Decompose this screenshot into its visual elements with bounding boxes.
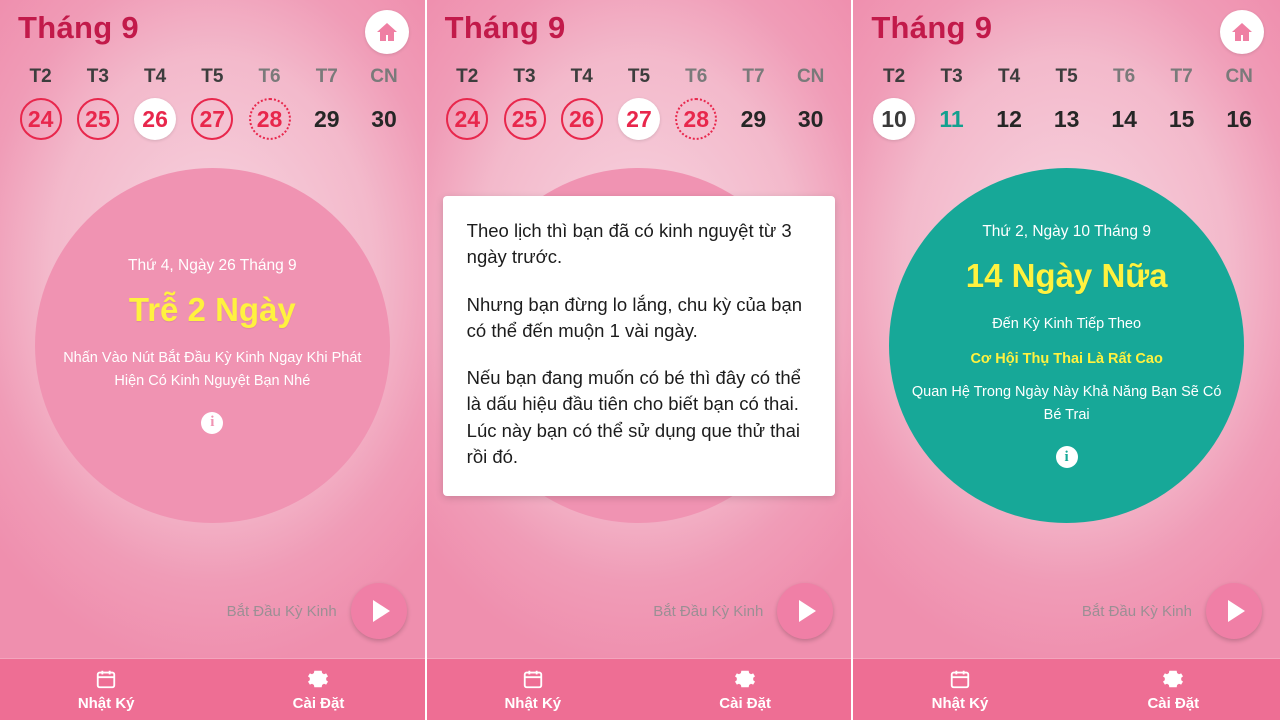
date-cell-selected[interactable] bbox=[610, 96, 667, 142]
status-circle bbox=[889, 168, 1244, 523]
date-cell[interactable] bbox=[1153, 96, 1211, 142]
status-circle-wrap bbox=[0, 168, 425, 598]
circle-subtext: Nhấn Vào Nút Bắt Đầu Kỳ Kinh Ngay Khi Phát Hiện Có Kinh Nguyệt Bạn Nhé bbox=[63, 350, 362, 389]
calendar-icon bbox=[949, 668, 971, 690]
nav-label: Cài Đặt bbox=[1147, 694, 1200, 712]
bottom-nav bbox=[853, 658, 1280, 720]
home-button[interactable] bbox=[365, 10, 409, 54]
weekday-label: T4 bbox=[570, 66, 593, 87]
date-cell[interactable] bbox=[439, 96, 496, 142]
screen-fertile-window bbox=[853, 0, 1280, 720]
date-number: 16 bbox=[1226, 105, 1252, 132]
calendar-icon bbox=[95, 668, 117, 690]
date-cell[interactable] bbox=[355, 96, 412, 142]
date-number: 25 bbox=[504, 98, 546, 140]
weekday-label: CN bbox=[796, 66, 825, 87]
weekday-label: T5 bbox=[201, 66, 224, 87]
info-paragraph: Nhưng bạn đừng lo lắng, chu kỳ của bạn có thể đến muộn 1 vài ngày. bbox=[466, 293, 803, 341]
start-period-row bbox=[0, 576, 425, 646]
page-title: Tháng 9 bbox=[871, 10, 993, 45]
weekday-label: T2 bbox=[456, 66, 479, 87]
date-number: 13 bbox=[1053, 105, 1080, 132]
start-period-row bbox=[427, 576, 852, 646]
date-cell[interactable] bbox=[725, 96, 782, 142]
date-number: 28 bbox=[249, 98, 291, 140]
home-icon bbox=[375, 20, 399, 44]
weekday-label: T5 bbox=[627, 66, 651, 87]
date-number: 15 bbox=[1168, 105, 1195, 132]
date-strip bbox=[853, 96, 1280, 142]
date-number: 14 bbox=[1111, 105, 1137, 132]
date-number: 27 bbox=[618, 98, 660, 140]
start-period-button[interactable] bbox=[777, 583, 833, 639]
weekday-label: T3 bbox=[86, 66, 109, 87]
start-period-button[interactable] bbox=[351, 583, 407, 639]
status-circle-wrap bbox=[853, 168, 1280, 598]
nav-item-diary[interactable] bbox=[853, 659, 1066, 720]
date-number: 24 bbox=[446, 98, 488, 140]
info-icon[interactable]: i bbox=[1056, 446, 1078, 468]
nav-label: Nhật Ký bbox=[77, 694, 135, 712]
date-number: 29 bbox=[313, 105, 340, 132]
date-number: 28 bbox=[675, 98, 717, 140]
weekday-label: T4 bbox=[998, 66, 1021, 87]
play-icon bbox=[799, 600, 816, 622]
info-paragraph: Nếu bạn đang muốn có bé thì đây có thể là dấu hiệu đầu tiên cho biết bạn có thai. Lúc này bạn có thể sử dụng que thử thai rồi đó. bbox=[466, 367, 801, 467]
date-number: 30 bbox=[797, 105, 824, 132]
home-button[interactable] bbox=[1220, 10, 1264, 54]
circle-headline: Trễ 2 Ngày bbox=[128, 291, 296, 329]
weekday-label: T7 bbox=[742, 66, 765, 87]
date-strip bbox=[0, 96, 425, 142]
date-cell[interactable] bbox=[1210, 96, 1268, 142]
weekday-row bbox=[853, 62, 1280, 94]
header bbox=[853, 0, 1280, 62]
nav-item-settings[interactable] bbox=[639, 659, 851, 720]
date-cell[interactable] bbox=[69, 96, 126, 142]
play-icon bbox=[1228, 600, 1245, 622]
nav-item-diary[interactable] bbox=[0, 659, 212, 720]
nav-item-settings[interactable] bbox=[1067, 659, 1280, 720]
date-cell[interactable] bbox=[298, 96, 355, 142]
circle-headline: 14 Ngày Nữa bbox=[965, 256, 1168, 294]
circle-highlight: Cơ Hội Thụ Thai Là Rất Cao bbox=[970, 351, 1163, 368]
date-cell[interactable] bbox=[668, 96, 725, 142]
weekday-label: T5 bbox=[1055, 66, 1078, 87]
screen-info-tooltip bbox=[427, 0, 854, 720]
nav-item-settings[interactable] bbox=[212, 659, 424, 720]
date-cell[interactable] bbox=[184, 96, 241, 142]
start-period-row bbox=[853, 576, 1280, 646]
date-number: 26 bbox=[134, 98, 176, 140]
weekday-label: T7 bbox=[315, 66, 338, 87]
date-number: 10 bbox=[873, 98, 915, 140]
date-number: 24 bbox=[20, 98, 62, 140]
weekday-label: T6 bbox=[685, 66, 708, 87]
status-circle bbox=[35, 168, 390, 523]
circle-subtext-2: Quan Hệ Trong Ngày Này Khả Năng Bạn Sẽ Có Bé Trai bbox=[911, 384, 1222, 423]
date-cell-selected[interactable] bbox=[865, 96, 923, 142]
calendar-icon bbox=[522, 668, 544, 690]
play-icon bbox=[373, 600, 390, 622]
page-title: Tháng 9 bbox=[18, 10, 139, 45]
start-period-label: Bắt Đầu Kỳ Kinh bbox=[653, 602, 764, 620]
info-paragraph: Theo lịch thì bạn đã có kinh nguyệt từ 3 ngày trước. bbox=[466, 220, 792, 268]
date-cell[interactable] bbox=[553, 96, 610, 142]
weekday-label: T6 bbox=[258, 66, 281, 87]
date-number: 11 bbox=[939, 105, 964, 132]
date-number: 27 bbox=[191, 98, 233, 140]
start-period-label: Bắt Đầu Kỳ Kinh bbox=[226, 602, 337, 620]
nav-label: Cài Đặt bbox=[292, 694, 345, 712]
bottom-nav bbox=[0, 658, 425, 720]
gear-icon bbox=[1162, 668, 1184, 690]
info-dialog bbox=[443, 196, 836, 496]
weekday-row bbox=[427, 62, 852, 94]
weekday-label: CN bbox=[1225, 66, 1253, 87]
date-cell[interactable] bbox=[12, 96, 69, 142]
weekday-label: T4 bbox=[143, 66, 167, 87]
header bbox=[427, 0, 852, 62]
home-icon bbox=[1230, 20, 1254, 44]
date-cell[interactable] bbox=[496, 96, 553, 142]
nav-label: Nhật Ký bbox=[931, 694, 989, 712]
circle-date: Thứ 4, Ngày 26 Tháng 9 bbox=[128, 257, 297, 275]
bottom-nav bbox=[427, 658, 852, 720]
date-cell[interactable] bbox=[782, 96, 839, 142]
start-period-button[interactable] bbox=[1206, 583, 1262, 639]
weekday-label: CN bbox=[370, 66, 398, 87]
screen-late-period bbox=[0, 0, 427, 720]
weekday-label: T2 bbox=[882, 66, 906, 87]
gear-icon bbox=[734, 668, 756, 690]
date-cell[interactable] bbox=[1095, 96, 1153, 142]
weekday-label: T6 bbox=[1113, 66, 1136, 87]
circle-date: Thứ 2, Ngày 10 Tháng 9 bbox=[982, 222, 1151, 240]
date-cell[interactable] bbox=[1038, 96, 1096, 142]
weekday-label: T2 bbox=[29, 66, 52, 87]
weekday-label: T3 bbox=[513, 66, 536, 87]
info-icon[interactable]: i bbox=[201, 412, 223, 434]
header bbox=[0, 0, 425, 62]
date-cell[interactable] bbox=[241, 96, 298, 142]
page-title: Tháng 9 bbox=[444, 10, 566, 45]
date-strip bbox=[427, 96, 852, 142]
date-cell[interactable] bbox=[923, 96, 981, 142]
circle-subtext: Đến Kỳ Kinh Tiếp Theo bbox=[992, 315, 1142, 332]
nav-label: Nhật Ký bbox=[504, 694, 562, 712]
weekday-label: T7 bbox=[1170, 66, 1193, 87]
weekday-label: T3 bbox=[940, 66, 963, 87]
nav-label: Cài Đặt bbox=[719, 694, 771, 712]
gear-icon bbox=[307, 668, 329, 690]
date-number: 26 bbox=[561, 98, 603, 140]
date-number: 29 bbox=[740, 105, 767, 132]
date-number: 30 bbox=[371, 105, 397, 132]
date-number: 25 bbox=[77, 98, 119, 140]
weekday-row bbox=[0, 62, 425, 94]
date-cell[interactable] bbox=[980, 96, 1038, 142]
date-cell-selected[interactable] bbox=[126, 96, 183, 142]
start-period-label: Bắt Đầu Kỳ Kinh bbox=[1081, 602, 1192, 620]
nav-item-diary[interactable] bbox=[427, 659, 639, 720]
date-number: 12 bbox=[996, 105, 1022, 132]
